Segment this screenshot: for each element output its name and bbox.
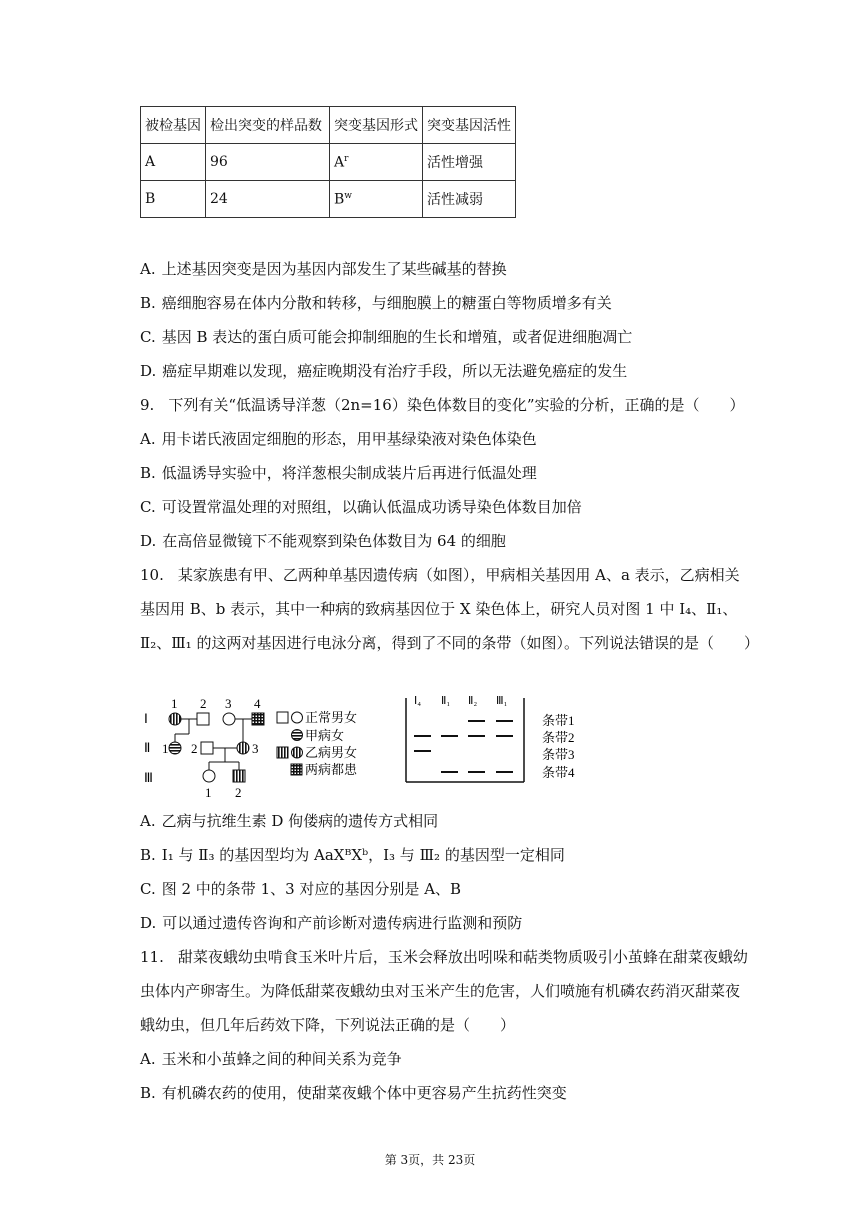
option-letter: A. [140,430,156,448]
option-letter: C. [140,498,156,516]
option-letter: A. [140,260,156,278]
individual-number: 3 [225,696,232,711]
option-text: 癌症早期难以发现，癌症晚期没有治疗手段，所以无法避免癌症的发生 [162,362,628,380]
q9-option-b [140,462,537,483]
generation-label: Ⅲ [144,770,153,785]
table-row [141,144,516,181]
option-text: Ⅰ₁ 与 Ⅱ₃ 的基因型均为 AaXᴮXᵇ，Ⅰ₃ 与 Ⅲ₂ 的基因型一定相同 [161,846,565,864]
question-text: 甜菜夜蛾幼虫啃食玉米叶片后，玉米会释放出吲哚和萜类物质吸引小茧蜂在甜菜夜蛾幼 [177,948,748,966]
q8-option-b [140,292,612,313]
option-letter: A. [140,1050,156,1068]
option-letter: B. [140,846,156,864]
pedigree-male-normal [197,713,209,725]
table-cell-count: 24 [206,181,330,218]
electrophoresis-figure [404,690,594,790]
q8-option-d [140,360,627,381]
band-label: 条带4 [542,765,575,780]
q9-stem [140,394,745,415]
form-base: B [334,191,345,208]
legend-label: 两病都患 [305,762,358,777]
q9-option-d [140,530,506,551]
table-cell-gene: A [141,144,206,181]
pedigree-female-normal [203,770,215,782]
generation-label: Ⅱ [144,740,151,755]
question-number: 11. [140,948,164,966]
table-cell-form [330,181,423,218]
q8-option-c [140,326,632,347]
pedigree-female-affected-b [237,742,249,754]
question-text: 下列有关“低温诱导洋葱（2n=16）染色体数目的变化”实验的分析，正确的是（ ） [168,396,745,414]
option-text: 玉米和小茧蜂之间的种间关系为竞争 [161,1050,402,1068]
option-letter: D. [140,362,157,380]
q11-stem-line1 [140,946,748,967]
q11-option-a [140,1048,402,1069]
q10-option-d [140,912,522,933]
individual-number: 2 [200,696,207,711]
option-letter: B. [140,464,156,482]
option-text: 乙病与抗维生素 D 佝偻病的遗传方式相同 [161,812,439,830]
q11-stem-line2: 虫体内产卵寄生。为降低甜菜夜蛾幼虫对玉米产生的危害，人们喷施有机磷农药消灭甜菜夜 [140,982,741,1000]
pedigree-male-both [252,713,264,725]
legend-both-icon [291,764,302,775]
lane-label: Ⅰ₄ [414,695,422,707]
pedigree-female-affected-a [169,742,181,754]
option-text: 癌细胞容易在体内分散和转移，与细胞膜上的糖蛋白等物质增多有关 [161,294,612,312]
q9-option-c [140,496,582,517]
question-number: 9. [140,396,155,414]
option-text: 上述基因突变是因为基因内部发生了某些碱基的替换 [161,260,507,278]
table-cell-count: 96 [206,144,330,181]
lane-label: Ⅱ₁ [441,695,451,707]
individual-number: 2 [191,741,198,756]
individual-number: 1 [171,696,178,711]
individual-number: 2 [235,785,242,800]
table-cell-activity: 活性增强 [423,144,516,181]
question-number: 10. [140,566,164,584]
table-cell-form [330,144,423,181]
option-letter: D. [140,532,157,550]
q10-stem-line3: Ⅱ₂、Ⅲ₁ 的这两对基因进行电泳分离，得到了不同的条带（如图）。下列说法错误的是（ ） [140,634,759,652]
option-letter: C. [140,880,156,898]
individual-number: 3 [252,741,259,756]
page-footer: 第 3页，共 23页 [384,1153,476,1167]
lane-label: Ⅱ₂ [468,695,478,707]
option-letter: B. [140,294,156,312]
option-text: 图 2 中的条带 1、3 对应的基因分别是 A、B [161,880,462,898]
option-text: 可设置常温处理的对照组，以确认低温成功诱导染色体数目加倍 [161,498,582,516]
table-header-cell: 突变基因活性 [423,107,516,144]
legend-label: 甲病女 [305,728,345,743]
q10-option-a [140,810,438,831]
pedigree-figure [140,690,390,800]
option-letter: B. [140,1084,156,1102]
table-cell-activity: 活性减弱 [423,181,516,218]
legend-normal-icon [292,712,303,723]
option-text: 在高倍显微镜下不能观察到染色体数目为 64 的细胞 [162,532,506,550]
form-superscript: r [344,153,349,164]
individual-number: 1 [162,741,169,756]
table-row [141,181,516,218]
generation-label: Ⅰ [144,711,148,726]
lane-label: Ⅲ₁ [496,695,508,707]
q9-option-a [140,428,537,449]
table-header-row [141,107,516,144]
option-text: 可以通过遗传咨询和产前诊断对遗传病进行监测和预防 [162,914,523,932]
band-label: 条带2 [542,730,575,745]
q11-stem-line3: 蛾幼虫，但几年后药效下降，下列说法正确的是（ ） [140,1016,516,1034]
table-header-cell: 突变基因形式 [330,107,423,144]
individual-number: 4 [254,696,261,711]
q10-stem-line1 [140,564,740,585]
option-text: 低温诱导实验中，将洋葱根尖制成装片后再进行低温处理 [161,464,537,482]
q10-stem-line2: 基因用 B、b 表示，其中一种病的致病基因位于 X 染色体上，研究人员对图 1 中 Ⅰ₄、Ⅱ₁、 [140,600,738,618]
legend-label: 乙病男女 [305,745,358,760]
q8-option-a [140,258,507,279]
form-superscript: w [344,190,353,201]
legend-label: 正常男女 [305,710,358,725]
question-text: 某家族患有甲、乙两种单基因遗传病（如图），甲病相关基因用 A、a 表示，乙病相关 [177,566,740,584]
gene-mutation-table [140,106,516,218]
individual-number: 1 [205,785,212,800]
table-header-cell: 被检基因 [141,107,206,144]
legend-disease-b-icon [292,747,303,758]
q11-option-b [140,1082,567,1103]
option-text: 基因 B 表达的蛋白质可能会抑制细胞的生长和增殖，或者促进细胞凋亡 [161,328,633,346]
option-text: 有机磷农药的使用，使甜菜夜蛾个体中更容易产生抗药性突变 [161,1084,567,1102]
pedigree-female-normal [223,713,235,725]
option-letter: C. [140,328,156,346]
band-label: 条带1 [542,713,575,728]
table-cell-gene: B [141,181,206,218]
table-header-cell: 检出突变的样品数 [206,107,330,144]
option-letter: D. [140,914,157,932]
option-letter: A. [140,812,156,830]
pedigree-male-affected-b [233,770,245,782]
pedigree-male-normal [201,742,213,754]
option-text: 用卡诺氏液固定细胞的形态，用甲基绿染液对染色体染色 [161,430,537,448]
q10-option-c [140,878,461,899]
q10-option-b [140,844,565,865]
pedigree-female-affected-b [169,713,181,725]
form-base: A [334,154,345,171]
band-label: 条带3 [542,747,575,762]
legend-disease-a-icon [292,730,303,741]
